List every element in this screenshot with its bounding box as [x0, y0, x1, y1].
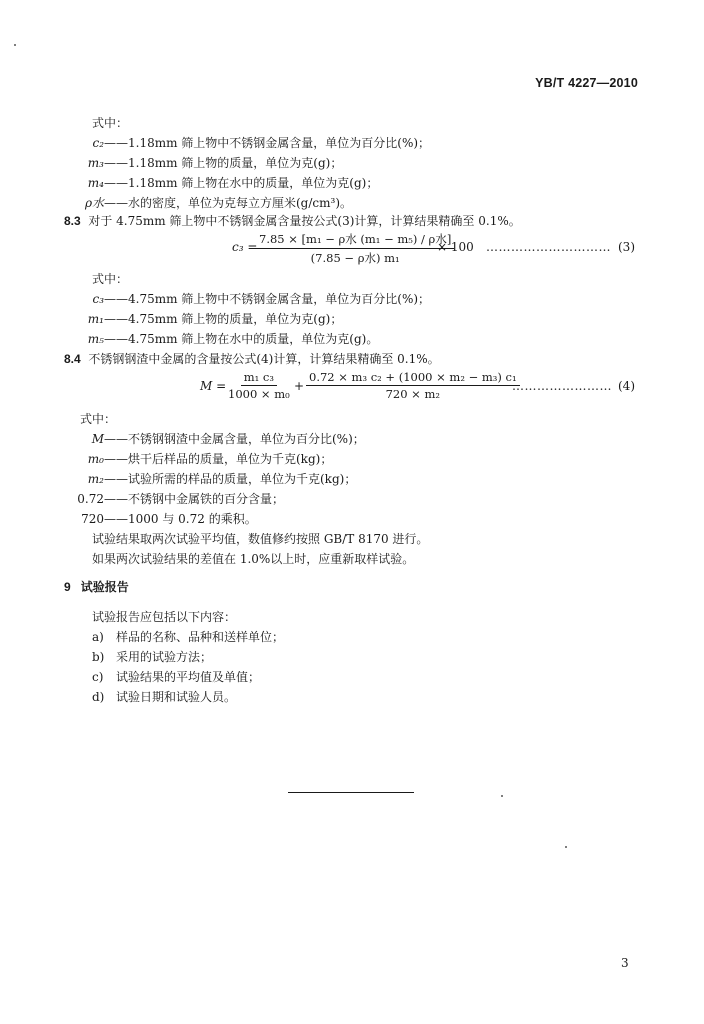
- formula-4-leader: ……………………: [512, 379, 612, 393]
- section-number: 9: [64, 580, 71, 594]
- list-label: b): [92, 650, 105, 664]
- formula-3-leader: …………………………: [486, 240, 611, 254]
- list-label: d): [92, 690, 105, 704]
- formula-3-denominator: (7.85 − ρ水) m₁: [310, 251, 400, 265]
- section-title: 试验报告: [80, 580, 129, 594]
- end-rule: [288, 792, 414, 793]
- var-line: [82, 154, 342, 172]
- list-label: c): [92, 670, 104, 684]
- var-symbol: c₃: [92, 292, 104, 306]
- var-symbol: m₅: [87, 332, 104, 346]
- var-symbol: c₂: [92, 136, 104, 150]
- var-line: [82, 194, 352, 212]
- clause-text: 不锈钢钢渣中金属的含量按公式(4)计算，计算结果精确至 0.1%。: [88, 352, 440, 366]
- list-text: 试验日期和试验人员。: [116, 690, 237, 704]
- list-text: 采用的试验方法；: [116, 650, 213, 664]
- var-desc: ——4.75mm 筛上物中不锈钢金属含量，单位为百分比(%)；: [104, 292, 431, 306]
- var-line: [74, 510, 257, 528]
- list-item: [92, 668, 260, 686]
- formula-4-plus: +: [294, 379, 305, 393]
- scan-speck: [14, 44, 16, 46]
- var-desc: ——不锈钢钢渣中金属含量，单位为百分比(%)；: [104, 432, 365, 446]
- formula-4-frac2-numerator: 0.72 × m₃ c₂ + (1000 × m₂ − m₃) c₁: [306, 370, 520, 386]
- where-label: 式中：: [92, 272, 129, 286]
- list-item: [92, 688, 236, 706]
- formula-3-lhs: c₃ =: [232, 240, 258, 254]
- var-symbol: 0.72: [77, 492, 104, 506]
- list-label: a): [92, 630, 104, 644]
- var-symbol: m₀: [87, 452, 104, 466]
- formula-4-fraction-2: [306, 370, 520, 401]
- clause-text: 对于 4.75mm 筛上物中不锈钢金属含量按公式(3)计算，计算结果精确至 0.1%。: [88, 214, 521, 228]
- var-line: [82, 310, 342, 328]
- var-symbol: m₃: [87, 156, 104, 170]
- var-line: [82, 134, 430, 152]
- var-line: [82, 330, 378, 348]
- section-9-heading: [64, 578, 129, 596]
- list-text: 样品的名称、品种和送样单位；: [116, 630, 285, 644]
- formula-4-frac2-denominator: 720 × m₂: [385, 387, 440, 401]
- formula-4-number: (4): [618, 379, 635, 393]
- var-desc: ——1000 与 0.72 的乘积。: [104, 512, 257, 526]
- var-desc: ——试验所需的样品的质量，单位为千克(kg)；: [104, 472, 357, 486]
- var-desc: ——4.75mm 筛上物在水中的质量，单位为克(g)。: [104, 332, 379, 346]
- page-number: 3: [621, 956, 629, 970]
- var-desc: ——1.18mm 筛上物在水中的质量，单位为克(g)；: [104, 176, 379, 190]
- var-symbol: m₂: [87, 472, 104, 486]
- var-desc: ——4.75mm 筛上物的质量，单位为克(g)；: [104, 312, 343, 326]
- var-desc: ——1.18mm 筛上物的质量，单位为克(g)；: [104, 156, 343, 170]
- scan-speck: [501, 795, 503, 797]
- result-note: 试验结果取两次试验平均值，数值修约按照 GB/T 8170 进行。: [92, 532, 429, 546]
- var-symbol: m₁: [87, 312, 104, 326]
- clause-number: 8.3: [64, 214, 81, 228]
- result-note: 如果两次试验结果的差值在 1.0%以上时，应重新取样试验。: [92, 552, 415, 566]
- var-symbol: M: [91, 432, 104, 446]
- var-desc: ——水的密度，单位为克每立方厘米(g/cm³)。: [104, 196, 352, 210]
- clause-8-4: [64, 350, 440, 368]
- where-label: 式中：: [92, 116, 129, 130]
- formula-3-numerator: 7.85 × [m₁ − ρ水 (m₁ − m₅) / ρ水]: [256, 231, 454, 249]
- var-desc: ——1.18mm 筛上物中不锈钢金属含量，单位为百分比(%)；: [104, 136, 431, 150]
- formula-4-frac1-numerator: m₁ c₃: [241, 370, 277, 386]
- scan-speck: [565, 846, 567, 848]
- var-desc: ——不锈钢中金属铁的百分含量；: [104, 492, 285, 506]
- where-label: 式中：: [80, 412, 117, 426]
- list-text: 试验结果的平均值及单值；: [116, 670, 261, 684]
- formula-3-fraction: [256, 231, 454, 266]
- var-desc: ——烘干后样品的质量，单位为千克(kg)；: [104, 452, 333, 466]
- var-line: [74, 430, 365, 448]
- var-line: [74, 490, 284, 508]
- list-item: [92, 648, 212, 666]
- var-symbol: ρ水: [84, 196, 104, 210]
- formula-3-tail: × 100: [437, 240, 474, 254]
- formula-4-frac1-denominator: 1000 × m₀: [228, 387, 290, 401]
- clause-number: 8.4: [64, 352, 81, 366]
- var-symbol: 720: [81, 512, 104, 526]
- var-line: [74, 470, 356, 488]
- formula-3-number: (3): [618, 240, 635, 254]
- formula-4-lhs: M =: [200, 379, 227, 393]
- var-line: [82, 174, 378, 192]
- report-intro: 试验报告应包括以下内容：: [92, 610, 237, 624]
- list-item: [92, 628, 284, 646]
- var-line: [74, 450, 332, 468]
- formula-4-fraction-1: [228, 370, 290, 401]
- clause-8-3: [64, 212, 521, 230]
- document-code: YB/T 4227—2010: [535, 76, 638, 90]
- var-line: [82, 290, 430, 308]
- var-symbol: m₄: [87, 176, 104, 190]
